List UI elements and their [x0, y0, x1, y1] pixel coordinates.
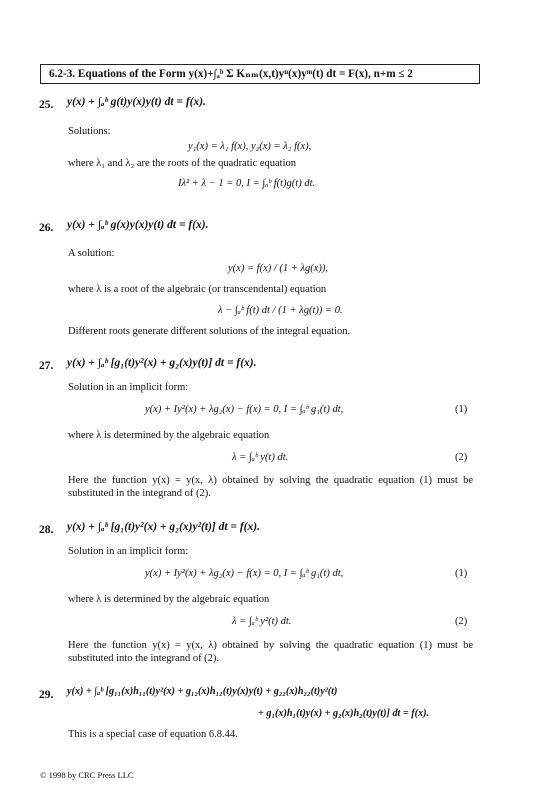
- equation-number-29: 29.: [39, 689, 54, 701]
- eq27-note: Here the function y(x) = y(x, λ) obtained by solving the quadratic equation (1) must be substituted in the integrand of (2).: [68, 475, 473, 499]
- eq27-implicit-label: Solution in an implicit form:: [68, 382, 189, 393]
- equation-29-line-2: + g₁(x)h₁(t)y(x) + g₂(x)h₂(t)y(t)] dt = f(x).: [258, 708, 430, 719]
- section-title: 6.2-3. Equations of the Form y(x)+∫ₐᵇ Σ Kₙₘ(x,t)yⁿ(x)yᵐ(t) dt = F(x), n+m ≤ 2: [40, 64, 480, 84]
- equation-number-25: 25.: [39, 99, 54, 111]
- eq28-tag-1: (1): [455, 568, 468, 579]
- eq27-where: where λ is determined by the algebraic equation: [68, 430, 270, 441]
- copyright-footer: © 1998 by CRC Press LLC: [40, 770, 134, 780]
- eq25-solutions-label: Solutions:: [68, 126, 111, 137]
- eq28-note: Here the function y(x) = y(x, λ) obtained by solving the quadratic equation (1) must be substituted into the integrand of (2).: [68, 640, 473, 664]
- eq27-implicit: y(x) + Iy²(x) + λg₂(x) − f(x) = 0, I = ∫ₐᵇ g₁(t) dt,: [145, 404, 344, 415]
- eq28-tag-2: (2): [455, 616, 468, 627]
- eq26-solution: y(x) = f(x) / (1 + λg(x)),: [228, 263, 329, 274]
- eq29-note: This is a special case of equation 6.8.44.: [68, 729, 238, 740]
- eq25-solutions: y₁(x) = λ₁ f(x), y₂(x) = λ₂ f(x),: [188, 141, 312, 152]
- equation-number-27: 27.: [39, 360, 54, 372]
- equation-26: y(x) + ∫ₐᵇ g(x)y(x)y(t) dt = f(x).: [67, 219, 209, 231]
- eq27-tag-2: (2): [455, 452, 468, 463]
- equation-29-line-1: y(x) + ∫ₐᵇ [g₁₁(x)h₁₁(t)y²(x) + g₁₂(x)h₁₂(t)y(x)y(t) + g₂₂(x)h₂₂(t)y²(t): [67, 686, 338, 697]
- eq28-where: where λ is determined by the algebraic equation: [68, 594, 270, 605]
- eq26-algebraic: λ − ∫ₐᵇ f(t) dt / (1 + λg(t)) = 0.: [218, 305, 343, 316]
- eq25-quadratic: Iλ² + λ − 1 = 0, I = ∫ₐᵇ f(t)g(t) dt.: [178, 178, 316, 189]
- equation-28: y(x) + ∫ₐᵇ [g₁(t)y²(x) + g₂(x)y²(t)] dt = f(x).: [67, 521, 260, 533]
- eq28-lambda: λ = ∫ₐᵇ y²(t) dt.: [232, 616, 292, 627]
- eq28-implicit: y(x) + Iy²(x) + λg₂(x) − f(x) = 0, I = ∫ₐᵇ g₁(t) dt,: [145, 568, 344, 579]
- eq27-tag-1: (1): [455, 404, 468, 415]
- equation-27: y(x) + ∫ₐᵇ [g₁(t)y²(x) + g₂(x)y(t)] dt = f(x).: [67, 357, 257, 369]
- equation-number-28: 28.: [39, 524, 54, 536]
- equation-number-26: 26.: [39, 222, 54, 234]
- eq26-note: Different roots generate different solutions of the integral equation.: [68, 326, 351, 337]
- equation-25: y(x) + ∫ₐᵇ g(t)y(x)y(t) dt = f(x).: [67, 96, 206, 108]
- eq28-implicit-label: Solution in an implicit form:: [68, 546, 189, 557]
- eq27-lambda: λ = ∫ₐᵇ y(t) dt.: [232, 452, 289, 463]
- eq26-solution-label: A solution:: [68, 248, 115, 259]
- eq26-where: where λ is a root of the algebraic (or transcendental) equation: [68, 284, 327, 295]
- eq25-where: where λ₁ and λ₂ are the roots of the quadratic equation: [68, 158, 297, 169]
